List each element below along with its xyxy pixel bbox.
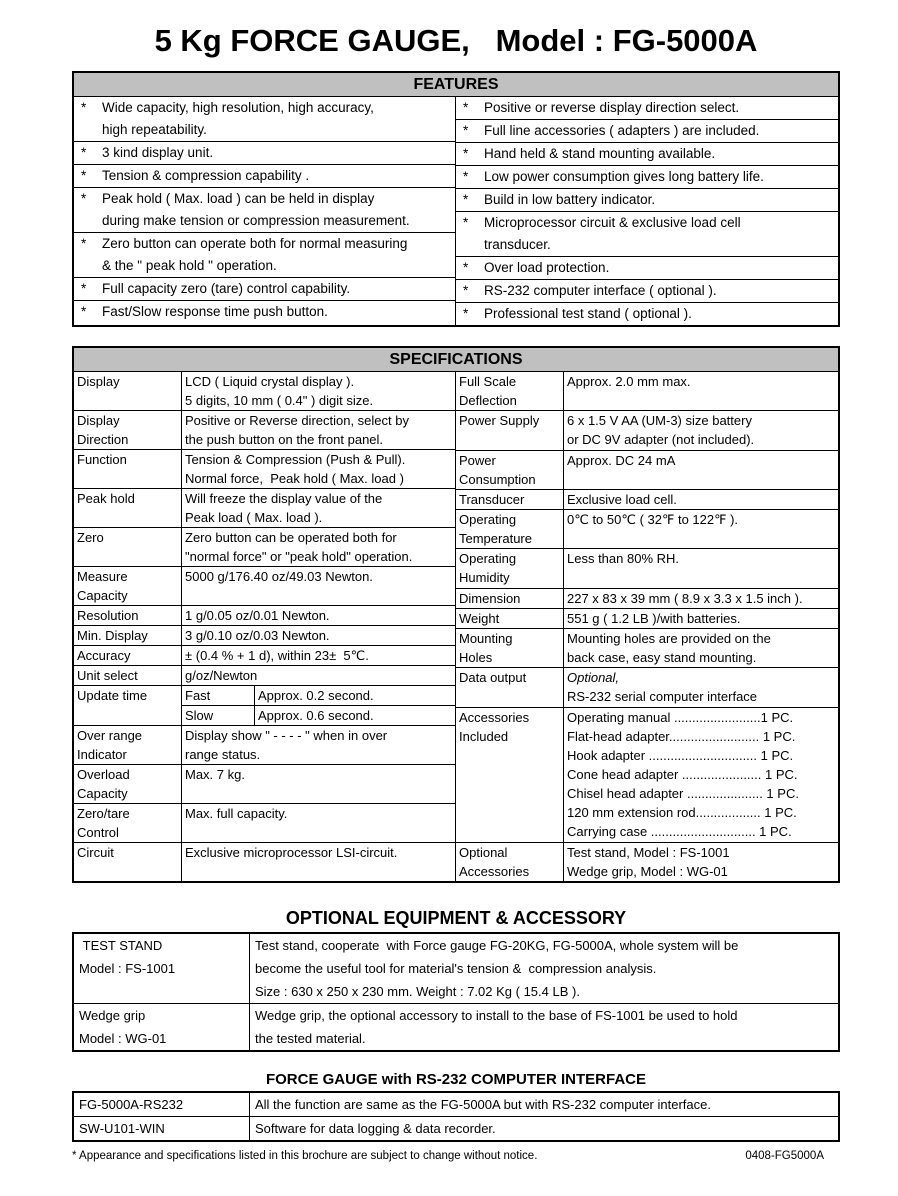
spec-label [74, 528, 182, 567]
spec-value [182, 726, 456, 765]
spec-label-line: Zero [77, 530, 104, 545]
feature-text-line: during make tension or compression measurement. [102, 213, 410, 228]
feature-bullet: * [463, 260, 469, 275]
spec-value [182, 646, 456, 666]
equipment-model [73, 1004, 250, 1052]
spec-row [456, 489, 838, 509]
feature-text [102, 233, 451, 277]
feature-bullet: * [463, 306, 469, 321]
spec-value [182, 626, 456, 646]
rs232-table [72, 1091, 840, 1142]
feature-text [484, 143, 834, 165]
spec-label-line: Temperature [459, 531, 532, 547]
spec-row [456, 450, 838, 489]
spec-label [456, 842, 564, 881]
spec-value [182, 686, 456, 726]
spec-subkey: Fast [182, 686, 255, 705]
spec-label [74, 726, 182, 765]
spec-value-line: g/oz/Newton [185, 668, 258, 683]
spec-subkey: Slow [182, 706, 255, 725]
feature-item [456, 97, 838, 120]
spec-value [564, 450, 839, 489]
spec-label-line: Included [459, 728, 509, 744]
feature-bullet: * [81, 100, 87, 115]
rs232-heading: FORCE GAUGE with RS-232 COMPUTER INTERFACE [265, 1071, 647, 1088]
spec-label-line: Accessories [459, 709, 530, 725]
spec-value [564, 628, 839, 667]
spec-value-line: or DC 9V adapter (not included). [567, 432, 755, 448]
spec-value-line: ± (0.4 % + 1 d), within 23± 5℃. [185, 648, 369, 663]
spec-label-line: Resolution [77, 608, 139, 623]
spec-subrow [182, 686, 455, 705]
description-line: become the useful tool for material's tension & compression analysis. [255, 961, 657, 976]
spec-value [182, 450, 456, 489]
feature-text [484, 120, 834, 142]
spec-label [456, 588, 564, 608]
feature-item [74, 233, 455, 278]
description-line: Size : 630 x 250 x 230 mm. Weight : 7.02 Kg ( 15.4 LB ). [255, 984, 580, 999]
spec-row [456, 608, 838, 628]
feature-text [484, 166, 834, 188]
spec-value [182, 528, 456, 567]
spec-label-line: Operating [459, 551, 517, 567]
spec-label-line: Min. Display [77, 628, 148, 643]
spec-value [564, 608, 839, 628]
feature-item [74, 165, 455, 188]
spec-label [74, 411, 182, 450]
spec-label-line: Function [77, 452, 127, 467]
model-line: Wedge grip [79, 1008, 146, 1023]
equipment-model [73, 933, 250, 1004]
features-heading: FEATURES [74, 73, 838, 97]
spec-label-line: Update time [77, 688, 148, 703]
rs232-description [250, 1092, 840, 1117]
spec-label [74, 804, 182, 843]
spec-row [74, 726, 456, 765]
brochure-page [72, 0, 840, 1164]
spec-row [456, 549, 838, 588]
spec-label [74, 843, 182, 882]
feature-bullet: * [463, 146, 469, 161]
feature-bullet: * [463, 100, 469, 115]
spec-label-line: Capacity [77, 786, 128, 801]
spec-label-line: Operating [459, 512, 517, 528]
spec-value-line: Less than 80% RH. [567, 551, 680, 567]
feature-text [102, 188, 451, 232]
spec-value-line: the push button on the front panel. [185, 432, 384, 447]
spec-label-line: Consumption [459, 471, 536, 487]
spec-label-line: Accessories [459, 863, 530, 879]
specifications-table [72, 346, 840, 883]
feature-item [456, 143, 838, 166]
spec-row [456, 707, 838, 842]
description-line: Test stand, cooperate with Force gauge FG-20KG, FG-5000A, whole system will be [255, 938, 739, 953]
feature-item [456, 280, 838, 303]
feature-item [456, 212, 838, 257]
spec-label [456, 707, 564, 842]
spec-value [182, 606, 456, 626]
feature-text-line: Zero button can operate both for normal measuring [102, 236, 408, 251]
spec-value-line: Hook adapter .............................. 1 PC. [567, 747, 794, 763]
spec-value [564, 510, 839, 549]
spec-label-line: Overload [77, 767, 130, 782]
spec-label-line: Peak hold [77, 491, 135, 506]
spec-value [182, 804, 456, 843]
spec-value-line: Wedge grip, Model : WG-01 [567, 863, 728, 879]
spec-label [456, 668, 564, 707]
spec-value [182, 489, 456, 528]
spec-row [456, 411, 838, 450]
description-line: Software for data logging & data recorder. [255, 1121, 496, 1136]
spec-row [74, 804, 456, 843]
feature-text [102, 142, 451, 164]
feature-bullet: * [81, 168, 87, 183]
features-column-left [74, 97, 456, 325]
feature-item [74, 278, 455, 301]
specifications-body [74, 372, 838, 881]
spec-value [182, 411, 456, 450]
spec-label-line: Zero/tare [77, 806, 130, 821]
spec-subvalue: Approx. 0.6 second. [258, 708, 374, 723]
specifications-heading: SPECIFICATIONS [74, 348, 838, 372]
model-line: Model : FS-1001 [79, 961, 176, 976]
feature-text-line: Low power consumption gives long battery life. [484, 169, 764, 184]
spec-value-line: 551 g ( 1.2 LB )/with batteries. [567, 610, 741, 626]
specifications-right-half [456, 372, 838, 881]
feature-text [484, 257, 834, 279]
feature-bullet: * [463, 169, 469, 184]
spec-label-line: Display [77, 413, 120, 428]
spec-row [74, 567, 456, 606]
model-line: TEST STAND [79, 938, 163, 953]
spec-label-line: Humidity [459, 570, 510, 586]
spec-label [456, 411, 564, 450]
model-line: SW-U101-WIN [79, 1121, 165, 1136]
spec-value [182, 843, 456, 882]
spec-label-line: Mounting [459, 630, 513, 646]
spec-value [564, 842, 839, 881]
spec-value-line: RS-232 serial computer interface [567, 689, 758, 705]
description-line: Wedge grip, the optional accessory to install to the base of FS-1001 be used to hold [255, 1008, 738, 1023]
spec-value [182, 765, 456, 804]
spec-label-line: Direction [77, 432, 129, 447]
model-line: FG-5000A-RS232 [79, 1097, 184, 1112]
spec-value-line: "normal force" or "peak hold" operation. [185, 549, 413, 564]
feature-text-line: Wide capacity, high resolution, high accuracy, [102, 100, 374, 115]
spec-value-line: Tension & Compression (Push & Pull). [185, 452, 406, 467]
feature-item [74, 188, 455, 233]
feature-bullet: * [81, 236, 87, 251]
spec-value-line: 1 g/0.05 oz/0.01 Newton. [185, 608, 330, 623]
spec-value-line: Exclusive load cell. [567, 491, 677, 507]
spec-label-line: Circuit [77, 845, 114, 860]
spec-value-line: Normal force, Peak hold ( Max. load ) [185, 471, 404, 486]
spec-label-line: Indicator [77, 747, 127, 762]
spec-value [564, 489, 839, 509]
spec-row [74, 606, 456, 626]
equipment-description [250, 933, 840, 1004]
spec-label [74, 646, 182, 666]
spec-value-line: 0℃ to 50℃ ( 32℉ to 122℉ ). [567, 512, 739, 528]
spec-value [564, 372, 839, 411]
spec-row [456, 842, 838, 881]
table-row [73, 1092, 839, 1117]
spec-label-line: Control [77, 825, 119, 840]
spec-value-line: range status. [185, 747, 261, 762]
spec-label-line: Data output [459, 670, 527, 686]
spec-row [74, 686, 456, 726]
spec-value-line: Operating manual ........................1 PC. [567, 709, 794, 725]
feature-text [102, 97, 451, 141]
spec-label-line: Deflection [459, 393, 517, 408]
spec-label-line: Dimension [459, 590, 521, 606]
spec-value [564, 411, 839, 450]
spec-label-line: Measure [77, 569, 128, 584]
spec-label [74, 666, 182, 686]
spec-label-line: Display [77, 374, 120, 389]
spec-value-line: 3 g/0.10 oz/0.03 Newton. [185, 628, 330, 643]
spec-value-line: Max. full capacity. [185, 806, 288, 821]
spec-label-line: Power Supply [459, 413, 540, 429]
spec-row [74, 372, 456, 411]
spec-value [182, 666, 456, 686]
spec-label [74, 372, 182, 411]
spec-label [456, 450, 564, 489]
spec-value-line: 227 x 83 x 39 mm ( 8.9 x 3.3 x 1.5 inch ). [567, 590, 803, 606]
footer-note: * Appearance and specifications listed in this brochure are subject to change without notice. [72, 1150, 538, 1162]
feature-text-line: high repeatability. [102, 122, 207, 137]
feature-bullet: * [463, 192, 469, 207]
optional-equipment-table [72, 932, 840, 1052]
feature-bullet: * [463, 123, 469, 138]
feature-item [456, 166, 838, 189]
spec-value-line: Max. 7 kg. [185, 767, 245, 782]
spec-value-line: 6 x 1.5 V AA (UM-3) size battery [567, 413, 752, 429]
feature-text-line: Full line accessories ( adapters ) are included. [484, 123, 760, 138]
description-line: the tested material. [255, 1031, 366, 1046]
spec-label-line: Unit select [77, 668, 138, 683]
rs232-model [73, 1092, 250, 1117]
spec-row [74, 626, 456, 646]
spec-row [74, 843, 456, 882]
features-column-right [456, 97, 838, 325]
description-line: All the function are same as the FG-5000A but with RS-232 computer interface. [255, 1097, 711, 1112]
spec-value [564, 668, 839, 707]
spec-value-line: Peak load ( Max. load ). [185, 510, 323, 525]
spec-value-line: Chisel head adapter ..................... 1 PC. [567, 785, 799, 801]
spec-value-line: Approx. DC 24 mA [567, 452, 676, 468]
feature-text-line: Full capacity zero (tare) control capability. [102, 281, 351, 296]
spec-label-line: Power [459, 452, 496, 468]
spec-value-line: 5000 g/176.40 oz/49.03 Newton. [185, 569, 373, 584]
spec-value-line: LCD ( Liquid crystal display ). [185, 374, 355, 389]
feature-item [74, 142, 455, 165]
spec-row [456, 372, 838, 411]
spec-value-line: Mounting holes are provided on the [567, 630, 771, 646]
spec-row [74, 450, 456, 489]
spec-row [74, 765, 456, 804]
spec-value [564, 707, 839, 842]
spec-label [74, 686, 182, 726]
table-row [73, 1117, 839, 1142]
spec-value-line: Carrying case ............................. 1 PC. [567, 823, 792, 839]
feature-bullet: * [81, 145, 87, 160]
page-title: 5 Kg FORCE GAUGE, Model : FG-5000A [154, 23, 758, 58]
feature-item [456, 120, 838, 143]
spec-label [74, 606, 182, 626]
spec-value-line: back case, easy stand mounting. [567, 649, 757, 665]
feature-item [74, 301, 455, 323]
specifications-left-half [74, 372, 456, 881]
spec-label-line: Holes [459, 649, 493, 665]
spec-value-line: 120 mm extension rod.................. 1 PC. [567, 804, 797, 820]
feature-text-line: & the " peak hold " operation. [102, 258, 277, 273]
spec-label [456, 372, 564, 411]
feature-text-line: transducer. [484, 237, 551, 252]
spec-value-line: 5 digits, 10 mm ( 0.4" ) digit size. [185, 393, 374, 408]
feature-text-line: Fast/Slow response time push button. [102, 304, 328, 319]
spec-label [74, 567, 182, 606]
spec-row [74, 411, 456, 450]
feature-text [102, 165, 451, 187]
feature-text [484, 212, 834, 256]
spec-label-line: Accuracy [77, 648, 131, 663]
model-line: Model : WG-01 [79, 1031, 167, 1046]
spec-value [564, 588, 839, 608]
spec-value-line: Exclusive microprocessor LSI-circuit. [185, 845, 398, 860]
feature-item [456, 189, 838, 212]
spec-row [74, 646, 456, 666]
spec-row [456, 628, 838, 667]
features-table [72, 71, 840, 327]
spec-value-line: Positive or Reverse direction, select by [185, 413, 409, 428]
spec-value-line: Test stand, Model : FS-1001 [567, 844, 730, 860]
spec-value [182, 567, 456, 606]
spec-value-line: Flat-head adapter......................... 1 PC. [567, 728, 796, 744]
spec-subvalue: Approx. 0.2 second. [258, 688, 374, 703]
feature-item [74, 97, 455, 142]
feature-bullet: * [81, 281, 87, 296]
spec-value [182, 372, 456, 411]
feature-text [484, 97, 834, 119]
spec-label [456, 489, 564, 509]
spec-label [74, 765, 182, 804]
table-row [73, 933, 839, 1004]
spec-label [74, 489, 182, 528]
feature-item [456, 257, 838, 280]
spec-label-line: Full Scale [459, 374, 517, 389]
spec-row [74, 666, 456, 686]
spec-label-line: Weight [459, 610, 500, 626]
feature-text-line: Tension & compression capability . [102, 168, 310, 183]
spec-label [456, 608, 564, 628]
spec-value [564, 549, 839, 588]
spec-label-line: Capacity [77, 588, 128, 603]
spec-value-line: Zero button can be operated both for [185, 530, 397, 545]
feature-text-line: Hand held & stand mounting available. [484, 146, 716, 161]
spec-value-line: Approx. 2.0 mm max. [567, 374, 691, 389]
feature-text [484, 189, 834, 211]
spec-subrow [182, 705, 455, 725]
feature-text [102, 278, 451, 300]
spec-value-line: Optional, [567, 670, 620, 686]
spec-row [456, 510, 838, 549]
spec-label-line: Over range [77, 728, 143, 743]
feature-text-line: 3 kind display unit. [102, 145, 214, 160]
page-footer [72, 1149, 840, 1164]
rs232-description [250, 1117, 840, 1142]
spec-label-line: Transducer [459, 491, 525, 507]
feature-bullet: * [81, 304, 87, 319]
spec-value-line: Will freeze the display value of the [185, 491, 383, 506]
feature-text [484, 303, 834, 325]
feature-text [484, 280, 834, 302]
feature-text-line: Over load protection. [484, 260, 610, 275]
feature-text-line: Microprocessor circuit & exclusive load cell [484, 215, 741, 230]
spec-label-line: Optional [459, 844, 508, 860]
spec-row [456, 668, 838, 707]
spec-row [74, 528, 456, 567]
rs232-model [73, 1117, 250, 1142]
spec-row [456, 588, 838, 608]
feature-item [456, 303, 838, 325]
feature-text-line: RS-232 computer interface ( optional ). [484, 283, 717, 298]
features-body [74, 97, 838, 325]
feature-text-line: Build in low battery indicator. [484, 192, 656, 207]
spec-row [74, 489, 456, 528]
feature-text-line: Peak hold ( Max. load ) can be held in display [102, 191, 375, 206]
feature-bullet: * [463, 215, 469, 230]
spec-label [456, 510, 564, 549]
spec-value-line: Cone head adapter ...................... 1 PC. [567, 766, 798, 782]
feature-text-line: Positive or reverse display direction select. [484, 100, 740, 115]
spec-label [74, 626, 182, 646]
table-row [73, 1004, 839, 1052]
feature-text-line: Professional test stand ( optional ). [484, 306, 692, 321]
feature-text [102, 301, 451, 323]
footer-code: 0408-FG5000A [745, 1150, 824, 1162]
equipment-description [250, 1004, 840, 1052]
feature-bullet: * [81, 191, 87, 206]
spec-value-line: Display show " - - - - " when in over [185, 728, 388, 743]
spec-label [74, 450, 182, 489]
spec-label [456, 549, 564, 588]
spec-label [456, 628, 564, 667]
feature-bullet: * [463, 283, 469, 298]
optional-equipment-heading: OPTIONAL EQUIPMENT & ACCESSORY [285, 908, 627, 928]
